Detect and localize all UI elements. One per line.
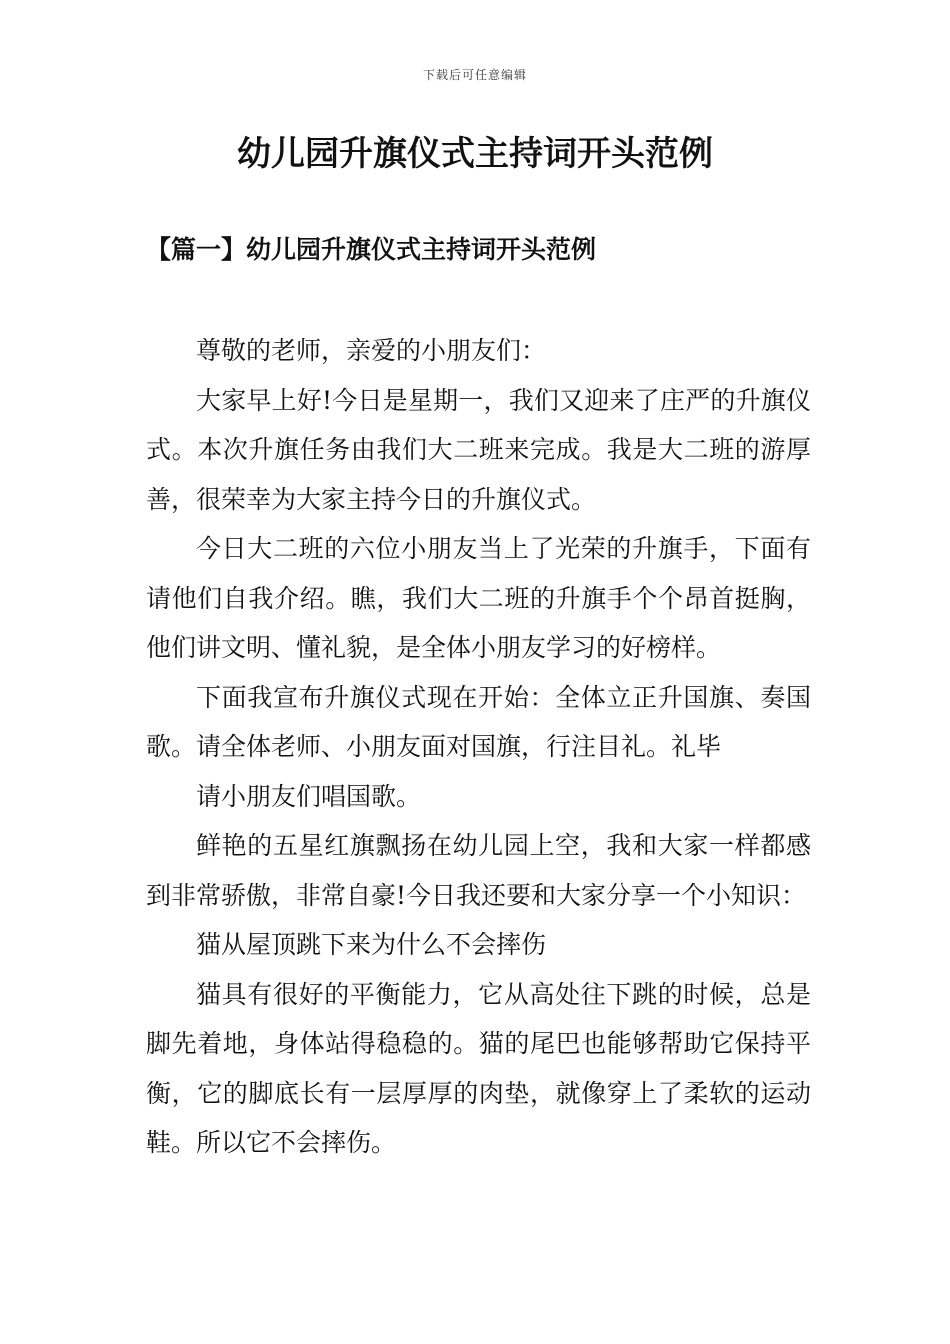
paragraph: 大家早上好!今日是星期一，我们又迎来了庄严的升旗仪式。本次升旗任务由我们大二班来完成。我是大二班的游厚善，很荣幸为大家主持今日的升旗仪式。 xyxy=(146,385,811,514)
section-heading: 【篇一】幼儿园升旗仪式主持词开头范例 xyxy=(146,235,597,264)
paragraph: 请小朋友们唱国歌。 xyxy=(196,781,422,811)
paragraph: 尊敬的老师，亲爱的小朋友们： xyxy=(196,336,547,365)
paragraph: 今日大二班的六位小朋友当上了光荣的升旗手，下面有请他们自我介绍。瞧，我们大二班的升旗手个个昂首挺胸，他们讲文明、懂礼貌，是全体小朋友学习的好榜样。 xyxy=(146,534,811,662)
paragraph: 猫具有很好的平衡能力，它从高处往下跳的时候，总是脚先着地，身体站得稳稳的。猫的尾巴也能够帮助它保持平衡，它的脚底长有一层厚厚的肉垫，就像穿上了柔软的运动鞋。所以它不会摔伤。 xyxy=(146,979,811,1157)
paragraph: 鲜艳的五星红旗飘扬在幼儿园上空，我和大家一样都感到非常骄傲，非常自豪!今日我还要和大家分享一个小知识： xyxy=(146,831,811,910)
paragraph: 下面我宣布升旗仪式现在开始：全体立正升国旗、奏国歌。请全体老师、小朋友面对国旗，行注目礼。礼毕 xyxy=(146,682,811,761)
header-note: 下载后可任意编辑 xyxy=(422,68,527,82)
paragraph: 猫从屋顶跳下来为什么不会摔伤 xyxy=(196,930,547,959)
document-title: 幼儿园升旗仪式主持词开头范例 xyxy=(237,134,713,174)
document-body xyxy=(146,326,811,1168)
